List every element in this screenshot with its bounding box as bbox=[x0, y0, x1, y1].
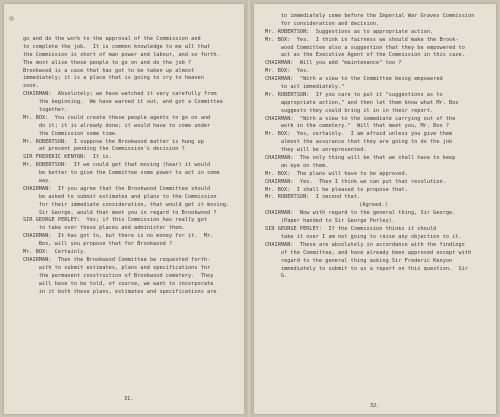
text-line: Mr. ROBERTSON: I second that. bbox=[265, 194, 361, 201]
text-line: go and do the work to the approval of the Commission and bbox=[23, 36, 201, 42]
text-line: (Agreed.) bbox=[359, 202, 388, 209]
text-line: SIR GEORGE PERLEY: Yes; if this Commission has really got bbox=[23, 217, 208, 224]
page-number: 31. bbox=[124, 396, 134, 402]
text-line: CHAIRMAN: Yes. Then I think we can put that resolution. bbox=[265, 178, 446, 185]
text-line: soon. bbox=[23, 83, 39, 90]
text-line: CHAIRMAN: The only thing will be that we shall have to keep bbox=[265, 155, 456, 162]
text-line: to take over these places and administer them. bbox=[23, 225, 185, 232]
text-line: SIR FREDERIC KENYON: It is. bbox=[23, 154, 112, 161]
text-line: CHAIRMAN: If you agree that the Brookwood Committee should bbox=[23, 185, 211, 192]
text-line: almost the assurance that they are going to do the job bbox=[265, 139, 453, 146]
punch-hole bbox=[9, 16, 14, 21]
text-line: G. bbox=[265, 273, 288, 280]
text-line: CHAIRMAN: "With a view to the Committee being empowered bbox=[265, 76, 443, 83]
text-line: Mr. ROBERTSON: I suppose the Brookwood matter is hung up bbox=[23, 138, 204, 145]
text-line: they will be unrepresented. bbox=[265, 147, 367, 154]
text-line: CHAIRMAN: Will you add "maintenance" too ? bbox=[265, 60, 402, 67]
text-line: an eye on them. bbox=[265, 162, 329, 169]
text-line: Mr. ROBERTSON: If you care to put it "suggestions as to bbox=[265, 91, 443, 98]
text-line: CHAIRMAN: These are absolutely in accordance with the findings bbox=[265, 241, 465, 248]
text-line: with to submit estimates, plans and specifications for bbox=[23, 264, 211, 271]
text-line: of the Committee, and have already been approved except with bbox=[265, 249, 472, 256]
text-line: Sir George, would that meet you in regard to Brookwood ? bbox=[23, 209, 217, 216]
text-line: The most alive these people to go on and do the job ? bbox=[23, 59, 192, 66]
book-gutter bbox=[246, 0, 252, 417]
text-line: at present pending the Commission's decision ? bbox=[23, 146, 185, 153]
text-line: in it both these plans, estimates and specifications are bbox=[23, 288, 217, 295]
left-page-text bbox=[23, 36, 234, 296]
text-line: to act immediately." bbox=[265, 84, 345, 91]
text-line: to complete the job. It is common knowledge to me all that bbox=[23, 43, 211, 50]
text-line: regard to the general thing asking Sir Frederic Kenyon bbox=[265, 257, 453, 264]
text-line: Mr. BOX: You could create these people agents to go on and bbox=[23, 114, 211, 121]
text-line: act as the Executive Agent of the Commission in this case. bbox=[265, 52, 465, 59]
text-line: Mr. ROBERTSON: Suggestions as to appropriate action. bbox=[265, 28, 434, 35]
text-line: the beginning. We have warned it out, and got a Committee bbox=[23, 99, 223, 106]
text-line: together. bbox=[23, 107, 68, 114]
text-line: work in the cemetery." Will that meet you, Mr. Box ? bbox=[265, 123, 450, 130]
text-line: SIR GEORGE PERLEY: If the Commission thinks it should bbox=[265, 226, 437, 233]
text-line: be better to give the Committee some power to act in some bbox=[23, 170, 220, 177]
text-line: do it; it is already done; it would have to come under bbox=[23, 122, 211, 129]
text-line: Mr. BOX: Yes, certainly. I am afraid unless you give them bbox=[265, 131, 453, 138]
text-line: Mr. BOX: Certainly. bbox=[23, 249, 87, 256]
left-page bbox=[4, 4, 244, 414]
text-line: Mr. BOX: The plans will have to be approved. bbox=[265, 170, 408, 177]
text-line: suggests they could bring it in in their report. bbox=[265, 107, 434, 114]
text-line: to immediately come before the Imperial War Graves Commission bbox=[265, 13, 475, 19]
text-line: will have to be told, of course, we want to incorporate bbox=[23, 280, 214, 287]
text-line: appropriate action," and then let them know what Mr. Box bbox=[265, 99, 459, 106]
text-line: the permanent construction of Brookwood cemetery. They bbox=[23, 272, 214, 279]
text-line: CHAIRMAN: Now with regard to the general thing, Sir George. bbox=[265, 210, 456, 217]
text-line: CHAIRMAN: It has got to, but there is no money for it. Mr. bbox=[23, 233, 214, 240]
text-line: way. bbox=[23, 178, 52, 185]
text-line: immediately; it is a place that is going to cry to heaven bbox=[23, 75, 204, 82]
text-line: take it over I am not going to raise any objection to it. bbox=[265, 233, 462, 240]
right-page-text bbox=[265, 13, 482, 281]
text-line: Brookwood is a case that has got to be taken up almost bbox=[23, 67, 195, 74]
text-line: CHAIRMAN: "With a view to the immediate carrying out of the bbox=[265, 115, 456, 122]
right-page bbox=[254, 4, 496, 414]
text-line: immediately to submit to us a report on this question. Sir bbox=[265, 265, 469, 272]
text-line: Mr. ROBERTSON: If we could get that moving (hear) it would bbox=[23, 162, 211, 169]
text-line: (Paper handed to Sir George Perley). bbox=[265, 218, 396, 225]
text-line: Mr. BOX: Yes. bbox=[265, 68, 310, 75]
text-line: be asked to submit estimates and plans to the Commission bbox=[23, 193, 217, 200]
text-line: for their immediate consideration, that would get it moving. bbox=[23, 201, 230, 208]
text-line: for consideration and decision. bbox=[265, 20, 380, 27]
text-line: CHAIRMAN: Then the Brookwood Committee be requested forth- bbox=[23, 256, 211, 263]
text-line: wood Committee also a suggestion that they be empowered to bbox=[265, 44, 465, 51]
text-line: CHAIRMAN: Absolutely; we have watched it very carefully from bbox=[23, 91, 217, 98]
page-number: 32. bbox=[370, 403, 380, 409]
text-line: Box, will you propose that for Brookwood ? bbox=[23, 241, 173, 248]
text-line: Mr. BOX: I shall be pleased to propose that. bbox=[265, 186, 408, 193]
text-line: Mr. BOX: Yes. I think in fairness we should make the Brook- bbox=[265, 36, 459, 43]
text-line: the Commission some time. bbox=[23, 130, 119, 137]
text-line: the Commission is short of man power and labour, and so forth. bbox=[23, 51, 220, 58]
